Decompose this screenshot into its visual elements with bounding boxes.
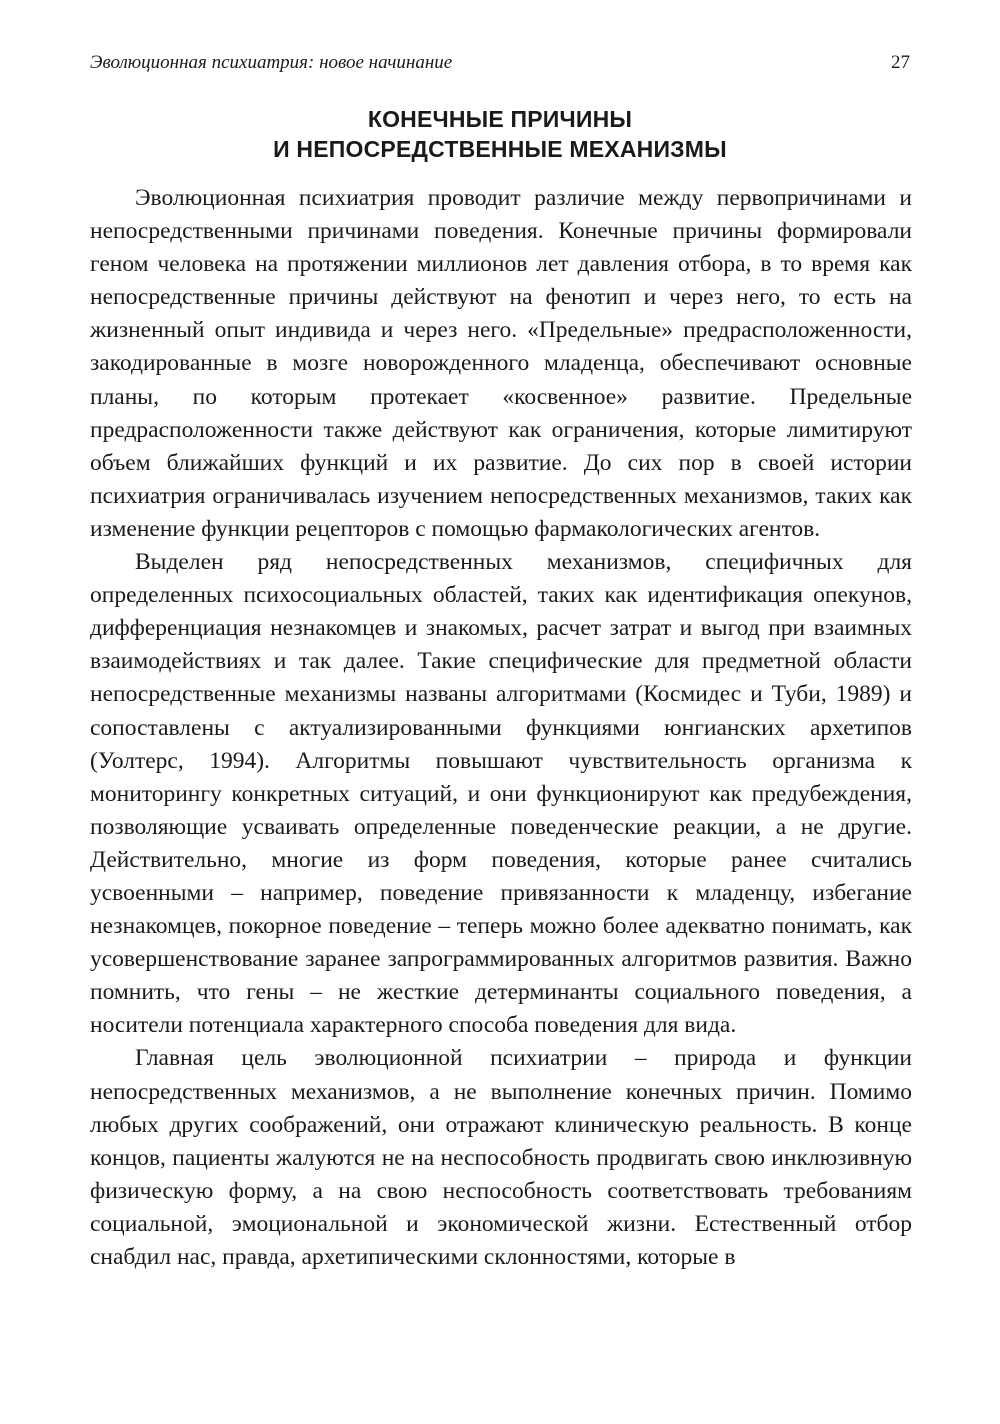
section-heading	[90, 104, 910, 164]
paragraph-1: Эволюционная психиатрия проводит различие между первопричинами и непосредственными причинами поведения. Конечные причины формировали геном человека на протяжении миллионов лет давления отбора, в то время как непосредственные причины действуют на фенотип и через него, то есть на жизненный опыт индивида и через него. «Предельные» предрасположенности, закодированные в мозге новорожденного младенца, обеспечивают основные планы, по которым протекает «косвенное» развитие. Предельные предрасположенности также действуют как ограничения, которые лимитируют объем ближайших функций и их развитие. До сих пор в своей истории психиатрия ограничивалась изучением непосредственных механизмов, таких как изменение функции рецепторов с помощью фармакологических агентов.	[90, 185, 912, 542]
body-text	[90, 182, 912, 1274]
page-number: 27	[891, 52, 910, 73]
section-heading-line-1: КОНЕЧНЫЕ ПРИЧИНЫ	[367, 106, 633, 132]
paragraph-2: Выделен ряд непосредственных механизмов, специфичных для определенных психосоциальных областей, таких как идентификация опекунов, дифференциация незнакомцев и знакомых, расчет затрат и выгод при взаимных взаимодействиях и так далее. Такие специфические для предметной области непосредственные механизмы названы алгоритмами (Космидес и Туби, 1989) и сопоставлены с актуализированными функциями юнгианских архетипов (Уолтерс, 1994). Алгоритмы повышают чувствительность организма к мониторингу конкретных ситуаций, и они функционируют как предубеждения, позволяющие усваивать определенные поведенческие реакции, а не другие. Действительно, многие из форм поведения, которые ранее считались усвоенными – например, поведение привязанности к младенцу, избегание незнакомцев, покорное поведение – теперь можно более адекватно понимать, как усовершенствование заранее запрограммированных алгоритмов развития. Важно помнить, что гены – не жесткие детерминанты социального поведения, а носители потенциала характерного способа поведения для вида.	[90, 549, 912, 1039]
running-title: Эволюционная психиатрия: новое начинание	[90, 52, 453, 73]
paragraph-3: Главная цель эволюционной психиатрии – природа и функции непосредственных механизмов, а не выполнение конечных причин. Помимо любых других соображений, они отражают клиническую реальность. В конце концов, пациенты жалуются не на неспособность продвигать свою инклюзивную физическую форму, а на свою неспособность соответствовать требованиям социальной, эмоциональной и экономической жизни. Естественный отбор снабдил нас, правда, архетипическими склонностями, которые в	[90, 1045, 912, 1270]
section-heading-line-2: И НЕПОСРЕДСТВЕННЫЕ МЕХАНИЗМЫ	[273, 136, 727, 162]
running-header	[90, 52, 910, 74]
